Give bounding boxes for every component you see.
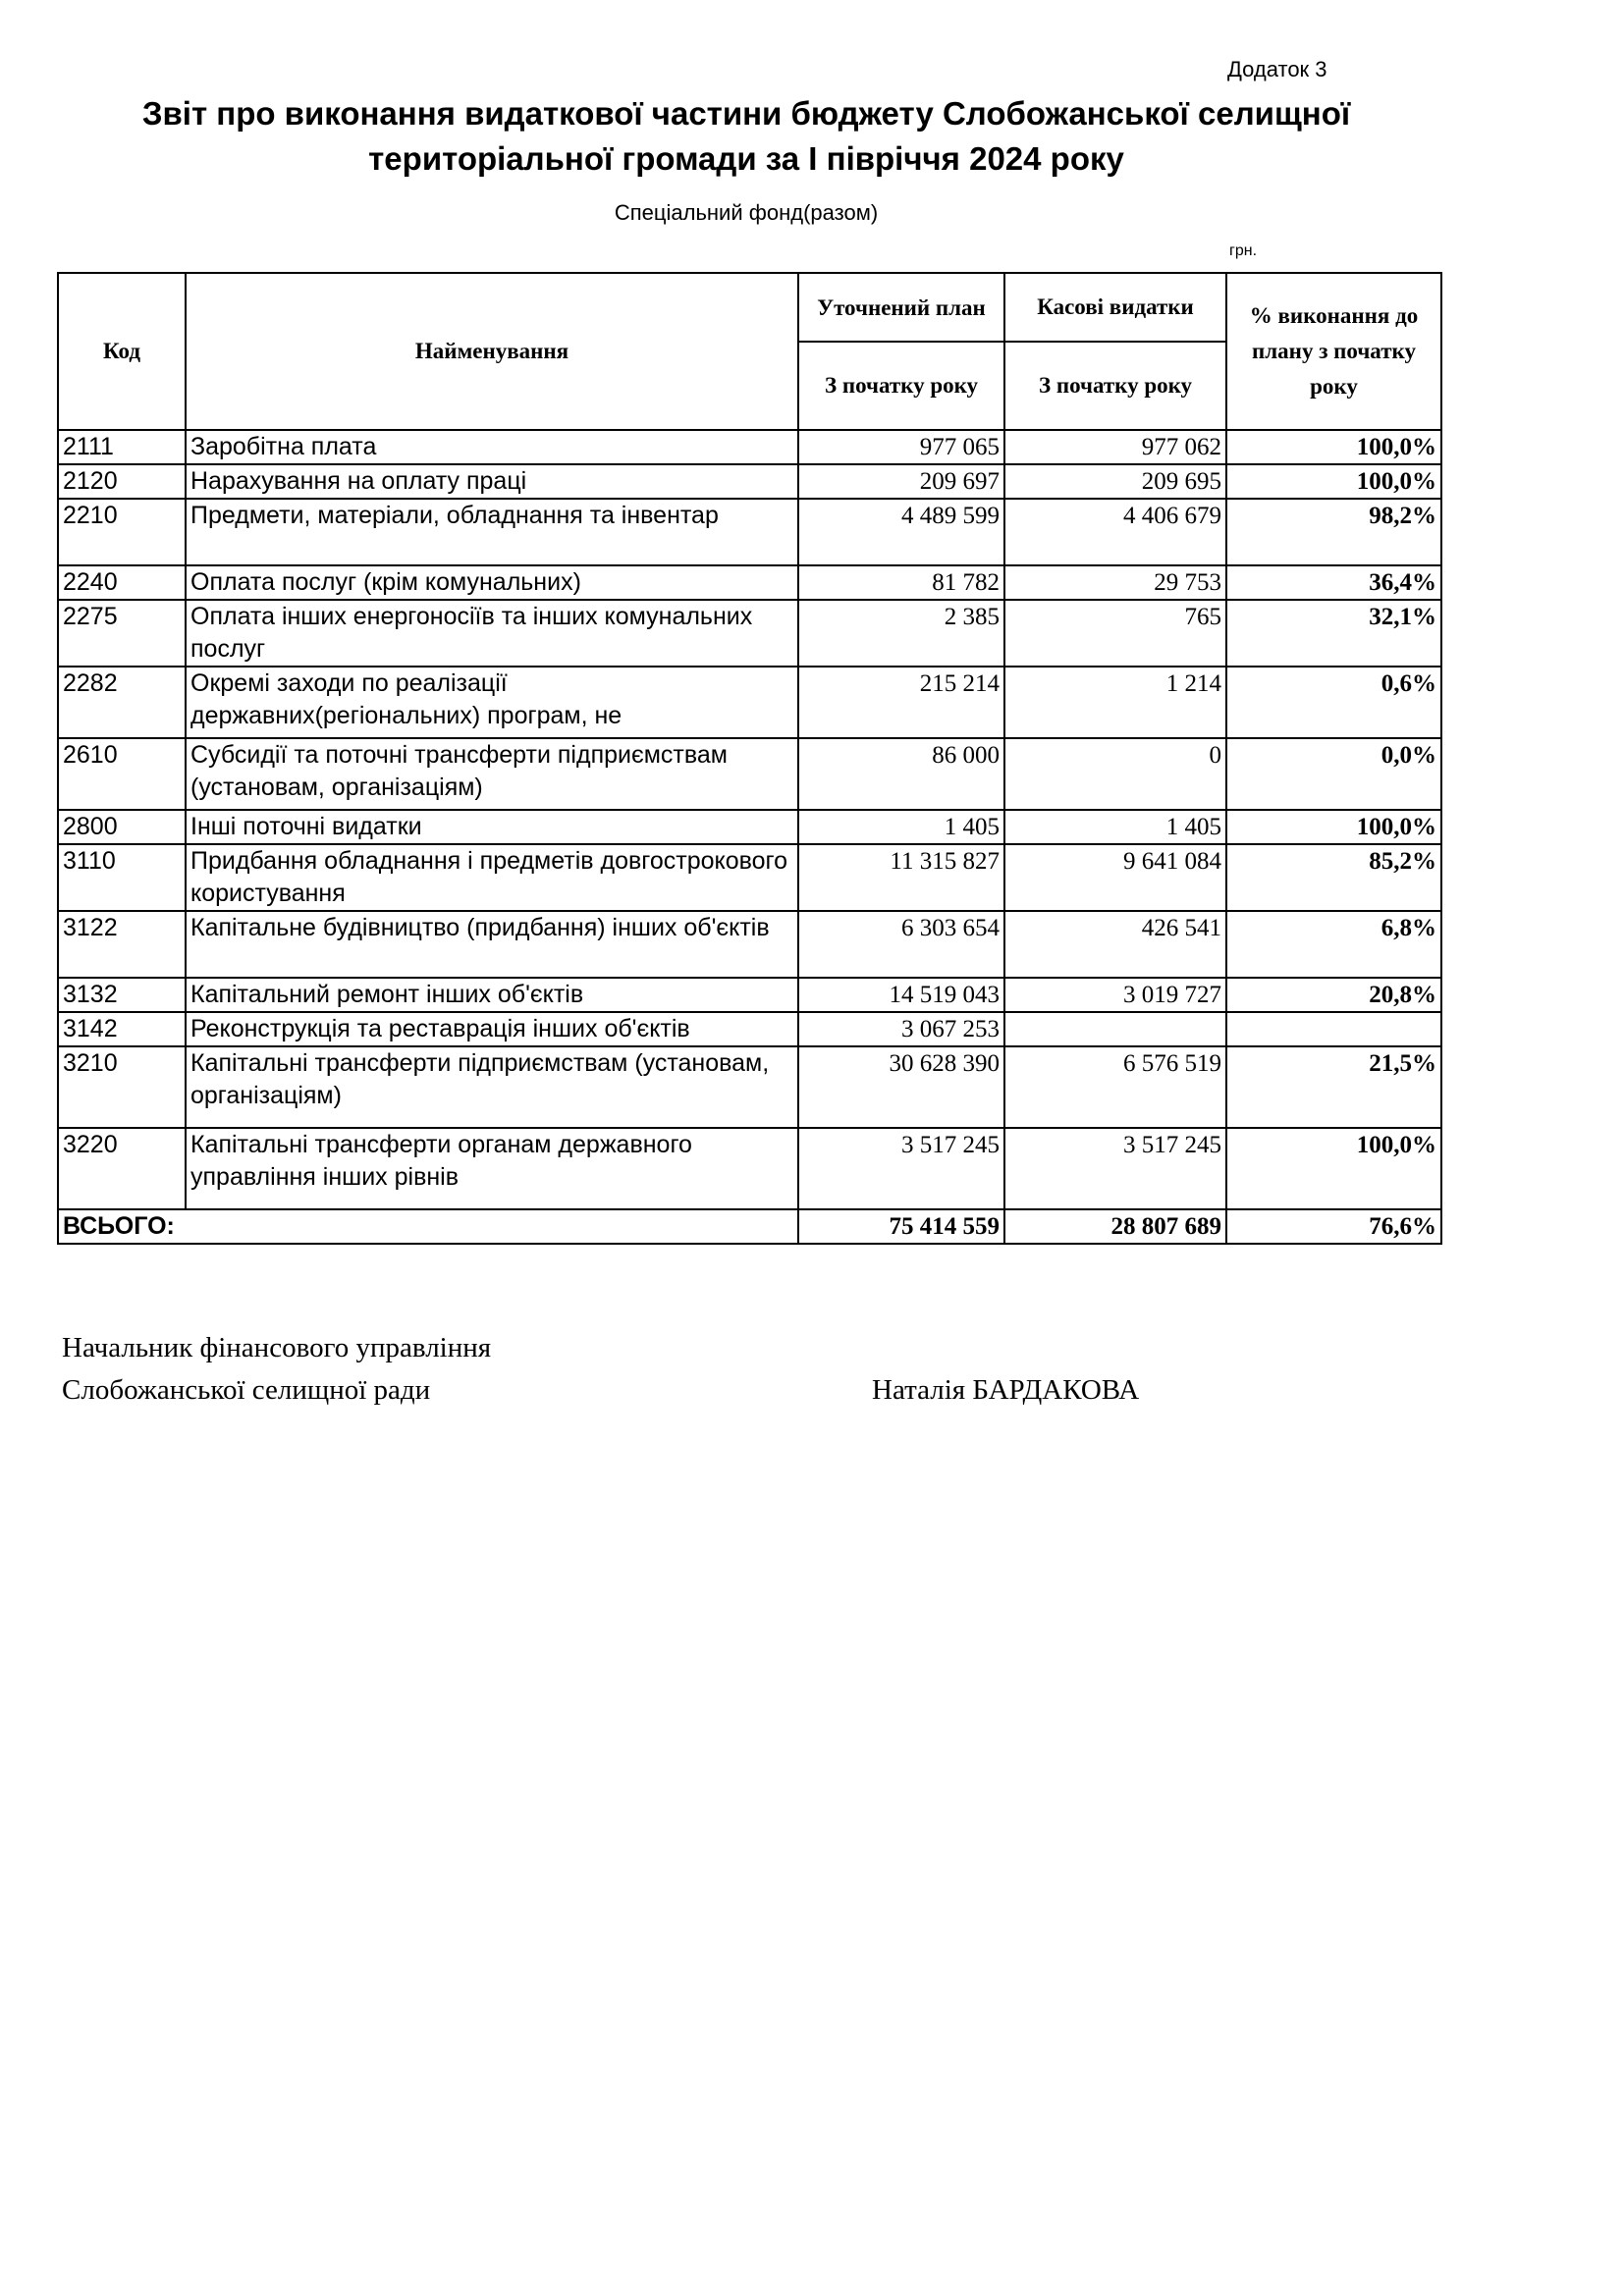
row-plan: 6 303 654 — [798, 911, 1004, 978]
header-percent: % виконання до плану з початку року — [1226, 273, 1441, 430]
table-row — [58, 1012, 1441, 1046]
row-cash: 6 576 519 — [1004, 1046, 1226, 1128]
row-plan: 2 385 — [798, 600, 1004, 667]
total-plan: 75 414 559 — [798, 1209, 1004, 1244]
total-cash: 28 807 689 — [1004, 1209, 1226, 1244]
row-code: 2111 — [58, 430, 186, 464]
row-cash: 3 517 245 — [1004, 1128, 1226, 1209]
row-plan: 3 067 253 — [798, 1012, 1004, 1046]
header-code: Код — [58, 273, 186, 430]
row-percent: 85,2% — [1226, 844, 1441, 911]
signatory-position-line-2: Слобожанської селищної ради — [62, 1374, 431, 1406]
row-code: 3210 — [58, 1046, 186, 1128]
row-name: Капітальне будівництво (придбання) інших об'єктів — [186, 911, 798, 978]
header-cash-subtitle: З початку року — [1004, 342, 1226, 430]
table-row — [58, 499, 1441, 565]
table-row — [58, 565, 1441, 600]
total-label: ВСЬОГО: — [58, 1209, 798, 1244]
title-line-1: Звіт про виконання видаткової частини бюджету Слобожанської селищної — [141, 95, 1351, 132]
row-code: 2240 — [58, 565, 186, 600]
row-cash: 0 — [1004, 738, 1226, 810]
row-code: 2120 — [58, 464, 186, 499]
row-name: Окремі заходи по реалізації державних(регіональних) програм, не — [186, 667, 798, 738]
row-cash: 765 — [1004, 600, 1226, 667]
header-name: Найменування — [186, 273, 798, 430]
row-percent: 100,0% — [1226, 464, 1441, 499]
row-name: Інші поточні видатки — [186, 810, 798, 844]
row-cash: 9 641 084 — [1004, 844, 1226, 911]
row-percent: 98,2% — [1226, 499, 1441, 565]
row-name: Капітальні трансферти органам державного управління інших рівнів — [186, 1128, 798, 1209]
signatory-position-line-1: Начальник фінансового управління — [62, 1332, 492, 1363]
total-percent: 76,6% — [1226, 1209, 1441, 1244]
row-percent: 0,6% — [1226, 667, 1441, 738]
row-code: 3122 — [58, 911, 186, 978]
row-cash — [1004, 1012, 1226, 1046]
document-title — [39, 91, 1453, 182]
table-row — [58, 1046, 1441, 1128]
row-plan: 215 214 — [798, 667, 1004, 738]
total-row — [58, 1209, 1441, 1244]
row-plan: 81 782 — [798, 565, 1004, 600]
row-cash: 3 019 727 — [1004, 978, 1226, 1012]
row-code: 3142 — [58, 1012, 186, 1046]
row-percent: 32,1% — [1226, 600, 1441, 667]
row-name: Капітальні трансферти підприємствам (установам, організаціям) — [186, 1046, 798, 1128]
header-plan-subtitle: З початку року — [798, 342, 1004, 430]
row-percent: 36,4% — [1226, 565, 1441, 600]
row-code: 2282 — [58, 667, 186, 738]
table-row — [58, 978, 1441, 1012]
row-code: 2800 — [58, 810, 186, 844]
row-name: Предмети, матеріали, обладнання та інвентар — [186, 499, 798, 565]
row-percent — [1226, 1012, 1441, 1046]
row-percent: 21,5% — [1226, 1046, 1441, 1128]
table-row — [58, 667, 1441, 738]
title-line-2: територіальної громади за І півріччя 2024 року — [368, 140, 1124, 177]
row-name: Придбання обладнання і предметів довгострокового користування — [186, 844, 798, 911]
row-percent: 20,8% — [1226, 978, 1441, 1012]
row-code: 3132 — [58, 978, 186, 1012]
table-row — [58, 430, 1441, 464]
table-row — [58, 600, 1441, 667]
row-cash: 426 541 — [1004, 911, 1226, 978]
fund-subtitle: Спеціальний фонд(разом) — [614, 200, 879, 225]
table-row — [58, 738, 1441, 810]
header-cash: Касові видатки — [1004, 273, 1226, 342]
row-cash: 1 214 — [1004, 667, 1226, 738]
row-code: 2275 — [58, 600, 186, 667]
table-row — [58, 911, 1441, 978]
row-name: Нарахування на оплату праці — [186, 464, 798, 499]
row-percent: 100,0% — [1226, 430, 1441, 464]
currency-unit: грн. — [1229, 242, 1258, 259]
row-cash: 1 405 — [1004, 810, 1226, 844]
row-code: 3110 — [58, 844, 186, 911]
row-plan: 3 517 245 — [798, 1128, 1004, 1209]
row-plan: 977 065 — [798, 430, 1004, 464]
row-percent: 0,0% — [1226, 738, 1441, 810]
row-plan: 4 489 599 — [798, 499, 1004, 565]
appendix-label: Додаток 3 — [1227, 57, 1327, 81]
row-plan: 14 519 043 — [798, 978, 1004, 1012]
row-plan: 30 628 390 — [798, 1046, 1004, 1128]
row-name: Реконструкція та реставрація інших об'єктів — [186, 1012, 798, 1046]
row-cash: 977 062 — [1004, 430, 1226, 464]
row-plan: 1 405 — [798, 810, 1004, 844]
signatory-name: Наталія БАРДАКОВА — [872, 1374, 1140, 1406]
row-name: Субсидії та поточні трансферти підприємствам (установам, організаціям) — [186, 738, 798, 810]
row-percent: 100,0% — [1226, 810, 1441, 844]
table-row — [58, 1128, 1441, 1209]
row-cash: 29 753 — [1004, 565, 1226, 600]
row-name: Заробітна плата — [186, 430, 798, 464]
row-name: Оплата послуг (крім комунальних) — [186, 565, 798, 600]
row-plan: 86 000 — [798, 738, 1004, 810]
row-plan: 209 697 — [798, 464, 1004, 499]
row-percent: 100,0% — [1226, 1128, 1441, 1209]
table-row — [58, 844, 1441, 911]
row-code: 2210 — [58, 499, 186, 565]
row-name: Оплата інших енергоносіїв та інших комунальних послуг — [186, 600, 798, 667]
row-percent: 6,8% — [1226, 911, 1441, 978]
table-body — [58, 430, 1441, 1209]
row-plan: 11 315 827 — [798, 844, 1004, 911]
row-cash: 4 406 679 — [1004, 499, 1226, 565]
header-plan: Уточнений план — [798, 273, 1004, 342]
row-name: Капітальний ремонт інших об'єктів — [186, 978, 798, 1012]
table-row — [58, 810, 1441, 844]
row-cash: 209 695 — [1004, 464, 1226, 499]
expenditure-table — [57, 272, 1442, 1245]
table-row — [58, 464, 1441, 499]
row-code: 2610 — [58, 738, 186, 810]
row-code: 3220 — [58, 1128, 186, 1209]
